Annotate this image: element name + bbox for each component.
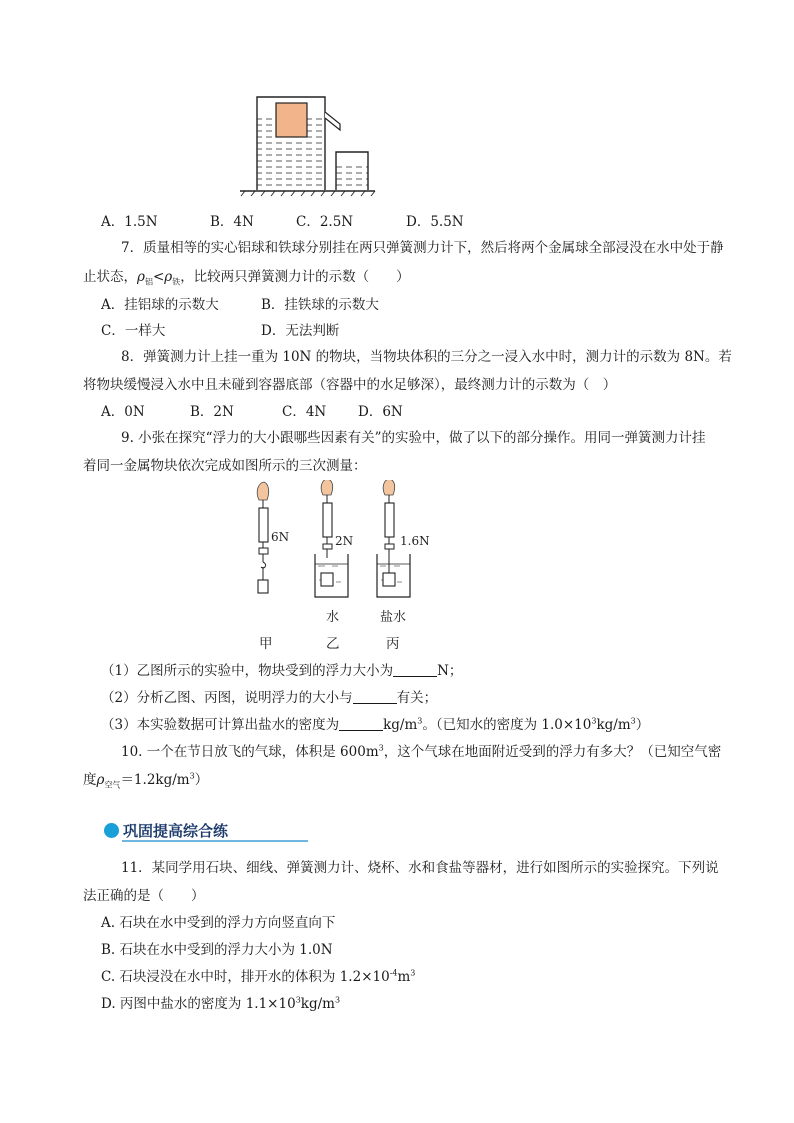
section-title: 巩固提高综合练 — [123, 822, 229, 840]
answer-blank-1[interactable] — [393, 664, 437, 677]
q10-line-1: 10. 一个在节日放飞的气球，体积是 $600m^3$，这个气球在地面附近受到的浮力有多大？（已知空气密 — [121, 743, 722, 760]
q8-option-b: B．2N — [190, 404, 234, 420]
section-heading — [104, 820, 308, 842]
section-underline — [122, 840, 308, 842]
q9-line-2: 着同一金属物块依次完成如图所示的三次测量： — [83, 458, 367, 474]
fig-label-bing: 丙 — [386, 636, 400, 652]
overflow-cup-figure — [235, 92, 380, 200]
answer-blank-3[interactable] — [339, 718, 383, 731]
q8-line-1: 8．弹簧测力计上挂一重为 10N 的物块，当物块体积的三分之一浸入水中时，测力计的示数为 8N。若 — [121, 349, 732, 365]
q8-option-a: A．0N — [101, 404, 145, 420]
q6-option-c: C．2.5N — [296, 214, 354, 230]
q11-option-c: C. 石块浸没在水中时，排开水的体积为 $1.2\times 10^{-4}m^3$ — [101, 968, 416, 985]
q6-option-b: B．4N — [210, 214, 254, 230]
q7-option-c: C．一样大 — [101, 323, 166, 339]
q11-line-2: 法正确的是（ ） — [83, 888, 205, 904]
q7-line-2: 止状态，$\rho_铝<\rho_铁$，比较两只弹簧测力计的示数（ ） — [83, 269, 410, 287]
fig-reading-bing: 1.6N — [400, 534, 430, 548]
q7-option-a: A．挂铝球的示数大 — [101, 297, 219, 313]
q6-option-d: D．5.5N — [406, 214, 464, 230]
fig-reading-yi: 2N — [335, 534, 354, 548]
q11-option-b: B. 石块在水中受到的浮力大小为 1.0N — [101, 942, 333, 958]
spring-scale-figure — [240, 480, 440, 630]
q9-sub-3: （3）本实验数据可计算出盐水的密度为 $kg/m^3$。（已知水的密度为 $1.0\times 10^3kg/m^3$） — [101, 716, 650, 733]
q11-option-a: A. 石块在水中受到的浮力方向竖直向下 — [101, 915, 336, 931]
q9-line-1: 9. 小张在探究“浮力的大小跟哪些因素有关”的实验中，做了以下的部分操作。用同一弹簧测力计挂 — [121, 430, 706, 446]
q8-option-d: D．6N — [358, 404, 403, 420]
q9-sub-1: （1）乙图所示的实验中，物块受到的浮力大小为 N； — [101, 663, 463, 679]
q10-line-2: 度$\rho_{空气}=1.2kg/m^3$） — [83, 771, 209, 790]
q7-option-d: D．无法判断 — [261, 323, 340, 339]
answer-blank-2[interactable] — [353, 691, 397, 704]
q9-sub-2: （2）分析乙图、丙图，说明浮力的大小与 有关； — [101, 690, 438, 706]
fig-reading-jia: 6N — [271, 530, 290, 544]
fig-label-jia: 甲 — [259, 636, 273, 652]
q6-option-a: A．1.5N — [101, 214, 158, 230]
q8-option-c: C．4N — [282, 404, 327, 420]
q7-line-1: 7．质量相等的实心铝球和铁球分别挂在两只弹簧测力计下，然后将两个金属球全部浸没在水中处于静 — [121, 240, 724, 256]
q11-line-1: 11．某同学用石块、细线、弹簧测力计、烧杯、水和食盐等器材，进行如图所示的实验探究。下列说 — [121, 860, 719, 876]
fig-liquid-saltwater: 盐水 — [380, 610, 407, 625]
q7-option-b: B．挂铁球的示数大 — [261, 297, 379, 313]
fig-liquid-water: 水 — [326, 610, 340, 625]
q8-line-2: 将物块缓慢浸入水中且未碰到容器底部（容器中的水足够深），最终测力计的示数为（ ） — [83, 377, 617, 393]
q11-option-d: D. 丙图中盐水的密度为 $1.1\times 10^3kg/m^3$ — [101, 995, 341, 1012]
fig-label-yi: 乙 — [326, 636, 340, 652]
section-bullet-icon — [104, 823, 119, 838]
